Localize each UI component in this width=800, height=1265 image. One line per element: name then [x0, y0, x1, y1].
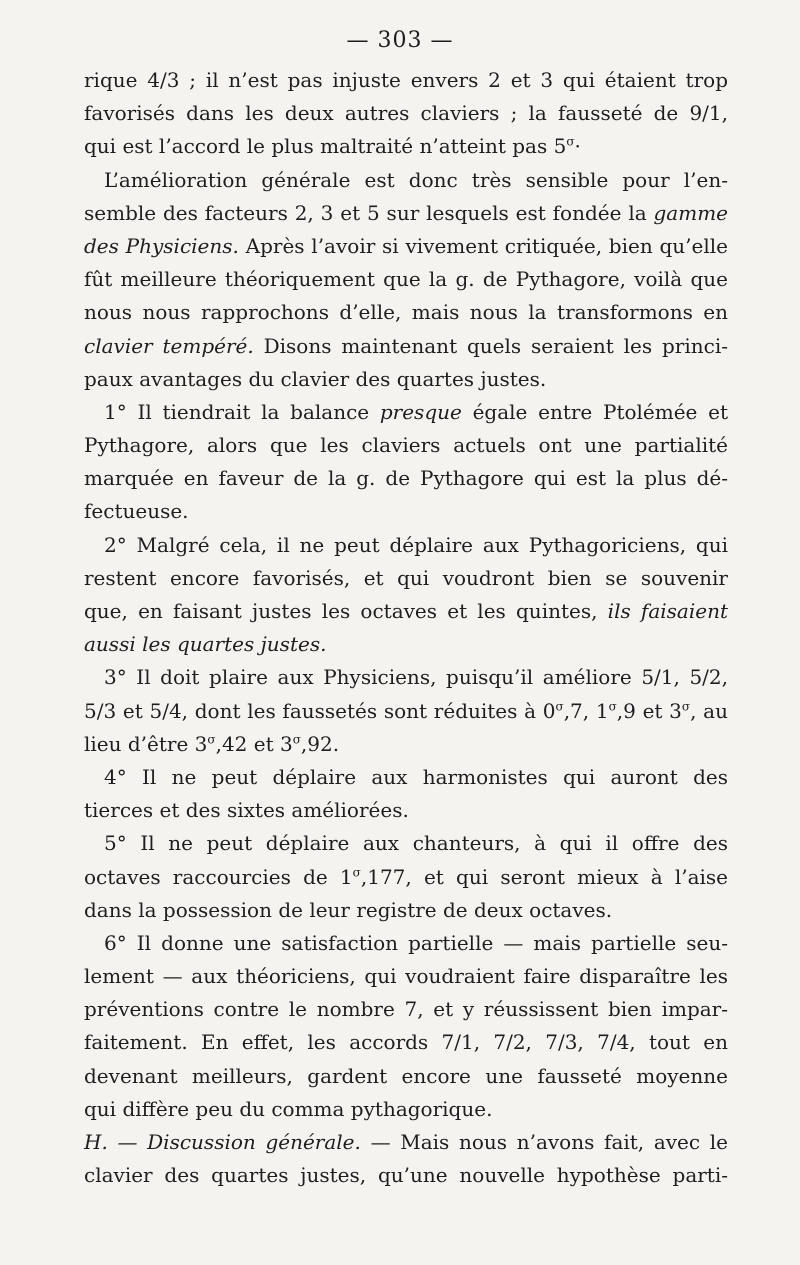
- text-line: [84, 263, 728, 296]
- text-segment: 1° Il tiendrait la balance: [104, 399, 380, 424]
- text-segment: 5/3 et 5/4, dont les faussetés sont réduites à 0: [84, 698, 556, 723]
- text-line: [84, 628, 728, 661]
- text-line: [84, 230, 728, 263]
- text-segment: ,42 et 3: [215, 731, 293, 756]
- text-line: [84, 330, 728, 363]
- text-segment: , au: [690, 698, 728, 723]
- text-line: [84, 993, 728, 1026]
- text-line: [84, 529, 728, 562]
- text-line: [84, 64, 728, 97]
- text-line: [84, 296, 728, 329]
- italic-text: presque: [379, 399, 462, 424]
- text-segment: restent encore favorisés, et qui voudront bien se souvenir: [84, 565, 728, 590]
- text-segment: qui diffère peu du comma pythagorique.: [84, 1096, 493, 1121]
- text-segment: lement — aux théoriciens, qui voudraient faire disparaître les: [84, 964, 728, 989]
- text-segment: Pythagore, alors que les claviers actuels ont une partialité: [84, 433, 728, 458]
- text-segment: ·: [574, 134, 581, 159]
- text-line: [84, 794, 728, 827]
- text-segment: L’amélioration générale est donc très sensible pour l’en-: [104, 167, 728, 192]
- text-segment: préventions contre le nombre 7, et y réussissent bien impar-: [84, 997, 728, 1022]
- text-line: [84, 894, 728, 927]
- page-number: — 303 —: [346, 28, 454, 53]
- text-segment: 5° Il ne peut déplaire aux chanteurs, à qui il offre des: [104, 831, 728, 856]
- text-line: [84, 595, 728, 628]
- text-line: [84, 197, 728, 230]
- sigma-superscript: σ: [292, 732, 301, 747]
- italic-text: H. — Discussion générale.: [84, 1130, 361, 1154]
- text-segment: 6° Il donne une satisfaction partielle — mais partielle seu-: [104, 930, 728, 955]
- text-segment: 3° Il doit plaire aux Physiciens, puisqu’il améliore 5/1, 5/2,: [104, 665, 728, 690]
- text-segment: — Mais nous n’avons fait, avec le: [360, 1130, 728, 1154]
- text-segment: Disons maintenant quels seraient les princi-: [253, 333, 728, 358]
- italic-text: des Physiciens.: [84, 233, 239, 258]
- text-segment: ,7, 1: [563, 698, 609, 723]
- text-line: [84, 495, 728, 528]
- text-segment: 2° Malgré cela, il ne peut déplaire aux Pythagoriciens, qui: [104, 532, 728, 557]
- text-segment: qui est l’accord le plus maltraité n’atteint pas 5: [84, 134, 567, 159]
- sigma-superscript: σ: [352, 864, 361, 879]
- sigma-superscript: σ: [608, 698, 617, 713]
- text-segment: faitement. En effet, les accords 7/1, 7/2, 7/3, 7/4, tout en: [84, 1030, 728, 1055]
- text-segment: Après l’avoir si vivement critiquée, bien qu’elle: [238, 233, 728, 258]
- text-segment: dans la possession de leur registre de deux octaves.: [84, 897, 613, 922]
- sigma-superscript: σ: [555, 698, 564, 713]
- text-line: [84, 97, 728, 130]
- text-line: [84, 861, 728, 894]
- sigma-superscript: σ: [681, 698, 691, 713]
- italic-text: aussi les quartes justes.: [84, 632, 327, 657]
- text-segment: ,9 et 3: [616, 698, 682, 723]
- italic-text: gamme: [653, 200, 728, 225]
- text-line: [84, 927, 728, 960]
- text-segment: favorisés dans les deux autres claviers ; la fausseté de 9/1,: [84, 101, 728, 126]
- text-segment: semble des facteurs 2, 3 et 5 sur lesquels est fondée la: [84, 200, 654, 225]
- text-line: [84, 562, 728, 595]
- text-line: [84, 363, 728, 396]
- text-line: [84, 960, 728, 993]
- text-line: [84, 827, 728, 860]
- italic-text: ils faisaient: [607, 599, 728, 623]
- text-segment: marquée en faveur de la g. de Pythagore qui est la plus dé-: [84, 466, 728, 491]
- text-line: [84, 1026, 728, 1059]
- text-segment: octaves raccourcies de 1: [84, 864, 353, 889]
- text-line: [84, 1126, 728, 1159]
- text-line: [84, 462, 728, 495]
- text-segment: ,92.: [300, 731, 340, 756]
- text-segment: nous nous rapprochons d’elle, mais nous la transformons en: [84, 300, 728, 325]
- text-segment: égale entre Ptolémée et: [461, 399, 729, 424]
- text-segment: ,177, et qui seront mieux à l’aise: [360, 864, 729, 889]
- text-line: [84, 164, 728, 197]
- text-segment: tierces et des sixtes améliorées.: [84, 798, 409, 823]
- text-segment: fectueuse.: [84, 499, 189, 524]
- text-segment: lieu d’être 3: [84, 731, 208, 756]
- text-segment: rique 4/3 ; il n’est pas injuste envers 2 et 3 qui étaient trop: [84, 68, 728, 92]
- sigma-superscript: σ: [566, 134, 575, 149]
- text-segment: paux avantages du clavier des quartes justes.: [84, 366, 547, 391]
- body-text: [84, 64, 728, 1192]
- text-line: [84, 695, 728, 728]
- text-line: [84, 429, 728, 462]
- text-line: [84, 728, 728, 761]
- text-line: [84, 761, 728, 794]
- text-segment: que, en faisant justes les octaves et les quintes,: [84, 599, 608, 623]
- text-line: [84, 396, 728, 429]
- text-segment: 4° Il ne peut déplaire aux harmonistes qui auront des: [104, 764, 728, 789]
- text-segment: fût meilleure théoriquement que la g. de Pythagore, voilà que: [84, 267, 728, 292]
- text-line: [84, 1060, 728, 1093]
- text-line: [84, 130, 728, 163]
- text-line: [84, 1159, 728, 1192]
- text-line: [84, 1093, 728, 1126]
- sigma-superscript: σ: [207, 732, 216, 747]
- text-line: [84, 661, 728, 694]
- text-segment: clavier des quartes justes, qu’une nouvelle hypothèse parti-: [84, 1163, 728, 1188]
- text-segment: devenant meilleurs, gardent encore une fausseté moyenne: [84, 1063, 728, 1088]
- italic-text: clavier tempéré.: [84, 333, 254, 358]
